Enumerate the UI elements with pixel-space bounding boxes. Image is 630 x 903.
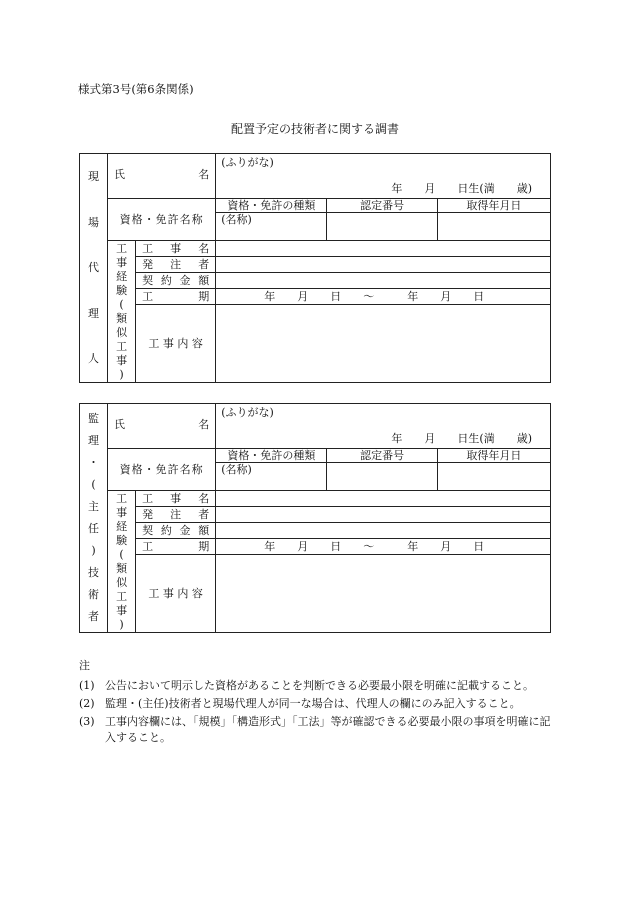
acquired-date-field[interactable] — [437, 213, 550, 241]
period-field[interactable]: 年 月 日 〜 年 月 日 — [216, 539, 551, 555]
name-label: 氏 名 — [108, 404, 216, 449]
birth-date-label: 年 月 日生(満 歳) — [391, 181, 532, 195]
site-agent-side-label: 現 場 代 理 人 — [80, 154, 108, 383]
acquired-date-header: 取得年月日 — [437, 199, 550, 213]
note-item: (2) 監理・(主任)技術者と現場代理人が同一な場合は、代理人の欄にのみ記入すること。 — [79, 697, 521, 710]
note-item: (1) 公告において明示した資格があることを判断できる必要最小限を明確に記載すること。 — [79, 679, 534, 692]
notes-heading: 注 — [79, 659, 90, 672]
project-name-label: 工 事 名 — [136, 491, 216, 507]
orderer-field[interactable] — [216, 507, 551, 523]
qualification-type-header: 資格・免許の種類 — [216, 449, 327, 463]
contract-amount-label: 契 約 金 額 — [136, 273, 216, 289]
qualification-name-field[interactable]: (名称) — [216, 463, 327, 491]
document-title: 配置予定の技術者に関する調書 — [230, 122, 399, 136]
furigana-label: (ふりがな) — [221, 156, 274, 169]
orderer-label: 発 注 者 — [136, 257, 216, 273]
cert-number-field[interactable] — [327, 213, 437, 241]
furigana-label: (ふりがな) — [221, 406, 274, 419]
form-number: 様式第3号(第6条関係) — [78, 82, 194, 96]
note-item: (3) 工事内容欄には、「規模」「構造形式」「工法」等が確認できる必要最小限の事項を明確に記入すること。 — [79, 715, 551, 744]
orderer-field[interactable] — [216, 257, 551, 273]
site-agent-table — [79, 153, 551, 383]
name-field[interactable] — [216, 154, 551, 199]
period-label: 工 期 — [136, 539, 216, 555]
qualification-type-header: 資格・免許の種類 — [216, 199, 327, 213]
cert-number-field[interactable] — [327, 463, 437, 491]
supervising-engineer-side-label: 監 理 ・ ( 主 任 ) 技 術 者 — [80, 404, 108, 633]
cert-number-header: 認定番号 — [327, 199, 437, 213]
orderer-label: 発 注 者 — [136, 507, 216, 523]
period-label: 工 期 — [136, 289, 216, 305]
contract-amount-label: 契 約 金 額 — [136, 523, 216, 539]
content-label: 工 事 内 容 — [136, 555, 216, 633]
acquired-date-field[interactable] — [437, 463, 550, 491]
content-field[interactable] — [216, 555, 551, 633]
acquired-date-header: 取得年月日 — [437, 449, 550, 463]
project-name-field[interactable] — [216, 241, 551, 257]
notes-section — [79, 658, 554, 746]
name-field[interactable] — [216, 404, 551, 449]
content-field[interactable] — [216, 305, 551, 383]
experience-label: 工 事 経 験 ( 類 似 工 事 ) — [108, 491, 136, 633]
contract-amount-field[interactable] — [216, 523, 551, 539]
project-name-label: 工 事 名 — [136, 241, 216, 257]
name-label: 氏 名 — [108, 154, 216, 199]
cert-number-header: 認定番号 — [327, 449, 437, 463]
qualification-name-field[interactable]: (名称) — [216, 213, 327, 241]
birth-date-label: 年 月 日生(満 歳) — [391, 431, 532, 445]
qualification-label: 資格・免許名称 — [108, 449, 216, 491]
project-name-field[interactable] — [216, 491, 551, 507]
content-label: 工 事 内 容 — [136, 305, 216, 383]
supervising-engineer-table — [79, 403, 551, 633]
contract-amount-field[interactable] — [216, 273, 551, 289]
period-field[interactable]: 年 月 日 〜 年 月 日 — [216, 289, 551, 305]
qualification-label: 資格・免許名称 — [108, 199, 216, 241]
experience-label: 工 事 経 験 ( 類 似 工 事 ) — [108, 241, 136, 383]
